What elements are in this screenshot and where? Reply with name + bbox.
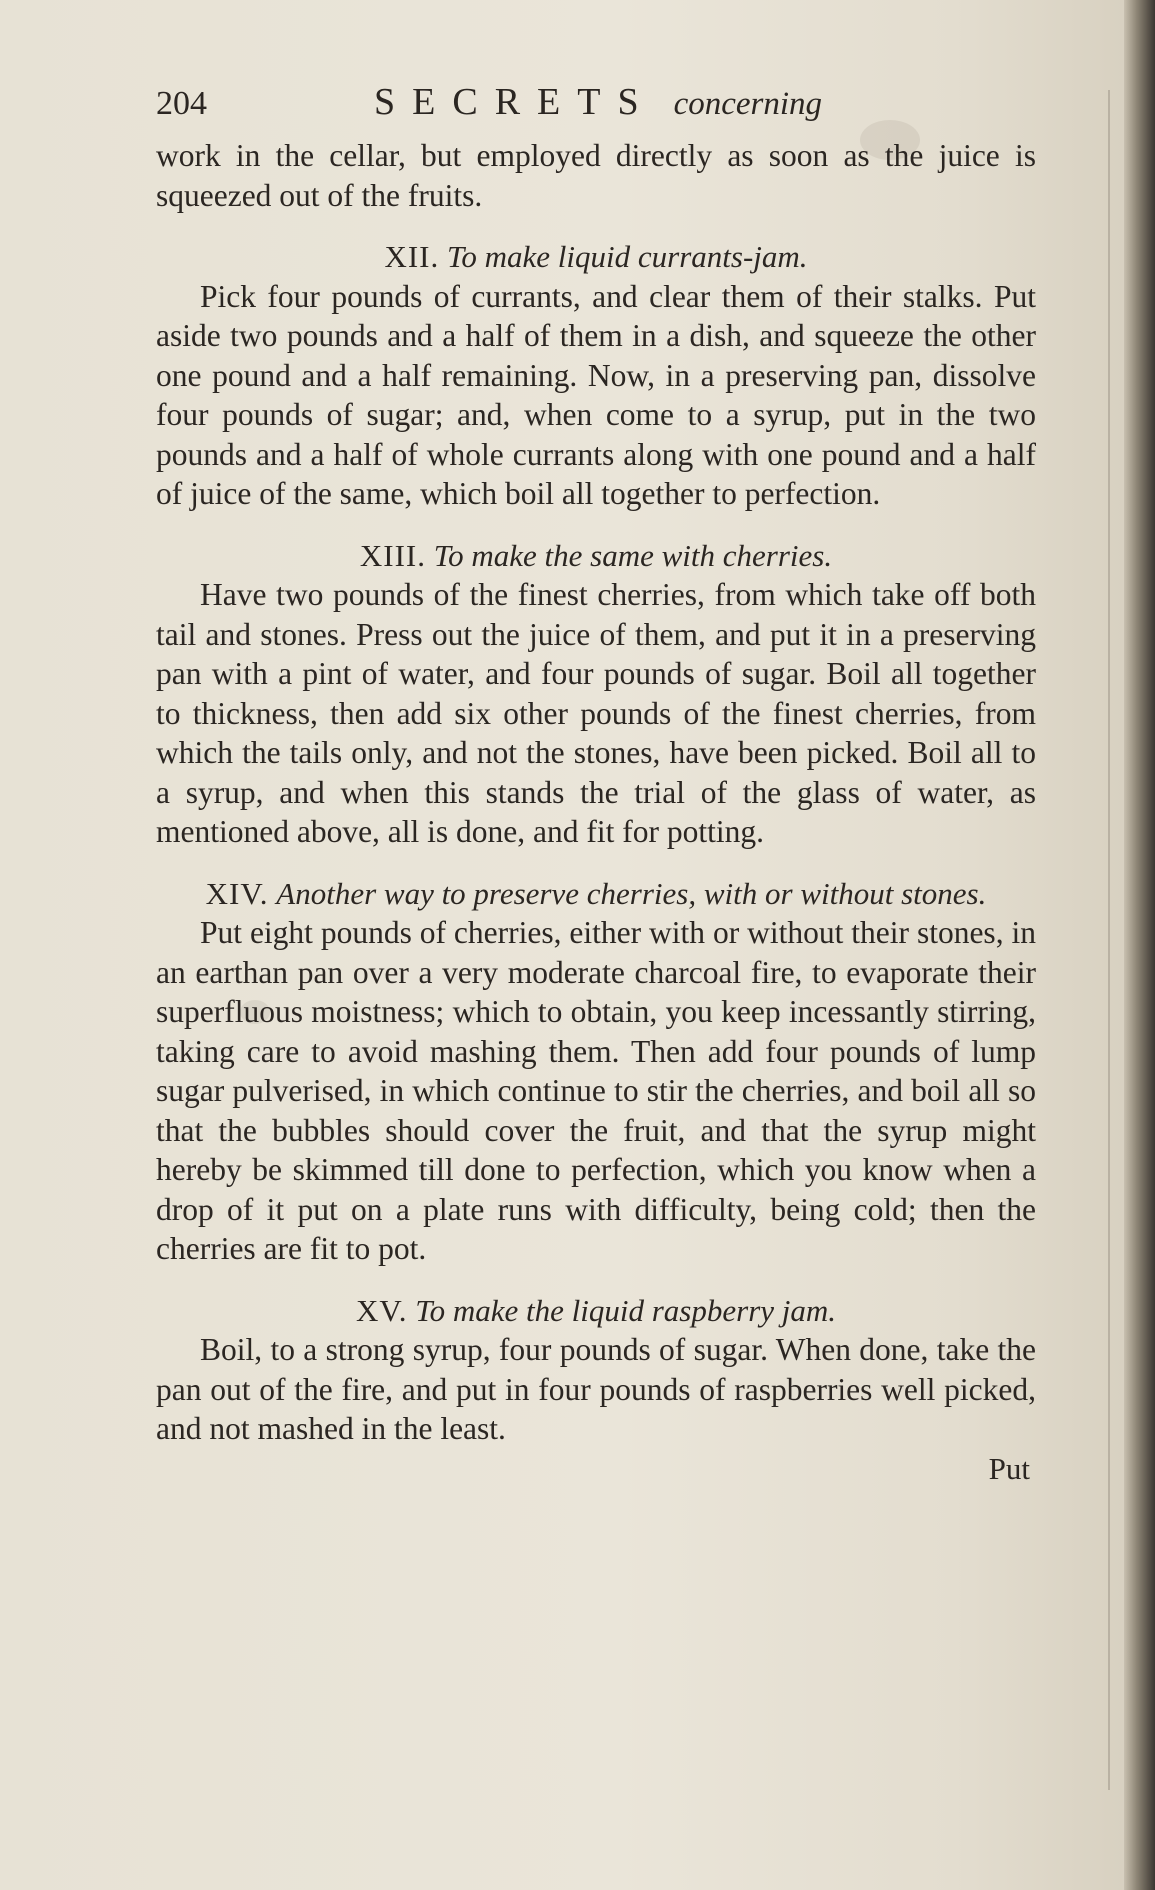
section-heading: [156, 1291, 1036, 1331]
section-title: To make the liquid raspberry jam.: [415, 1292, 837, 1328]
section-heading: [156, 874, 1036, 914]
running-head-title: SECRETS: [374, 81, 656, 123]
section-numeral: XII.: [384, 239, 440, 274]
section-heading: [156, 237, 1036, 277]
running-head-subtitle: concerning: [673, 86, 823, 122]
running-head: [156, 80, 1036, 136]
section-body: Pick four pounds of currants, and clear them of their stalks. Put aside two pounds and a half of them in a dish, and squeeze the other one pound and a half remaining. Now, in a preserving pan, dissolve four pounds of sugar; and, when come to a syrup, put in the two pounds and a half of whole currants along with one pound and a half of juice of the same, which boil all together to perfection.: [156, 278, 1036, 511]
section-numeral: XIV.: [205, 875, 269, 911]
page-text: [156, 80, 1036, 1488]
section-title: To make liquid currants-jam.: [447, 239, 808, 274]
section-heading: [156, 536, 1036, 576]
section-body: Put eight pounds of cherries, either with or without their stones, in an earthan pan over a very moderate charcoal fire, to evaporate their superfluous moistness; which to obtain, you keep incessantly stirring, taking care to avoid mashing them. Then add four pounds of lump sugar pulverised, in which continue to stir the cherries, and boil all so that the bubbles should cover the fruit, and that the syrup might hereby be skimmed till done to perfection, which you know when a drop of it put on a plate runs with difficulty, being cold; then the cherries are fit to pot.: [156, 915, 1036, 1266]
book-edge: [1124, 0, 1155, 1890]
catchword: Put: [988, 1450, 1030, 1486]
section-title: To make the same with cherries.: [433, 537, 833, 573]
section-body: Have two pounds of the finest cherries, from which take off both tail and stones. Press out the juice of them, and put it in a preserving pan with a pint of water, and four pounds of sugar. Boil all together to thickness, then add six other pounds of the finest cherries, from which the tails only, and not the stones, have been picked. Boil all to a syrup, and when this stands the trial of the glass of water, as mentioned above, all is done, and fit for potting.: [156, 577, 1036, 849]
section-body: Boil, to a strong syrup, four pounds of sugar. When done, take the pan out of the fire, and put in four pounds of raspberries well picked, and not mashed in the least.: [156, 1332, 1036, 1446]
intro-paragraph: work in the cellar, but employed directly as soon as the juice is squeezed out of the fruits.: [156, 138, 1036, 213]
section-numeral: XIII.: [359, 537, 426, 573]
section-numeral: XV.: [355, 1292, 408, 1328]
page-number: 204: [156, 85, 207, 122]
section-title: Another way to preserve cherries, with or without stones.: [276, 875, 987, 911]
page-gutter-line: [1108, 90, 1110, 1790]
